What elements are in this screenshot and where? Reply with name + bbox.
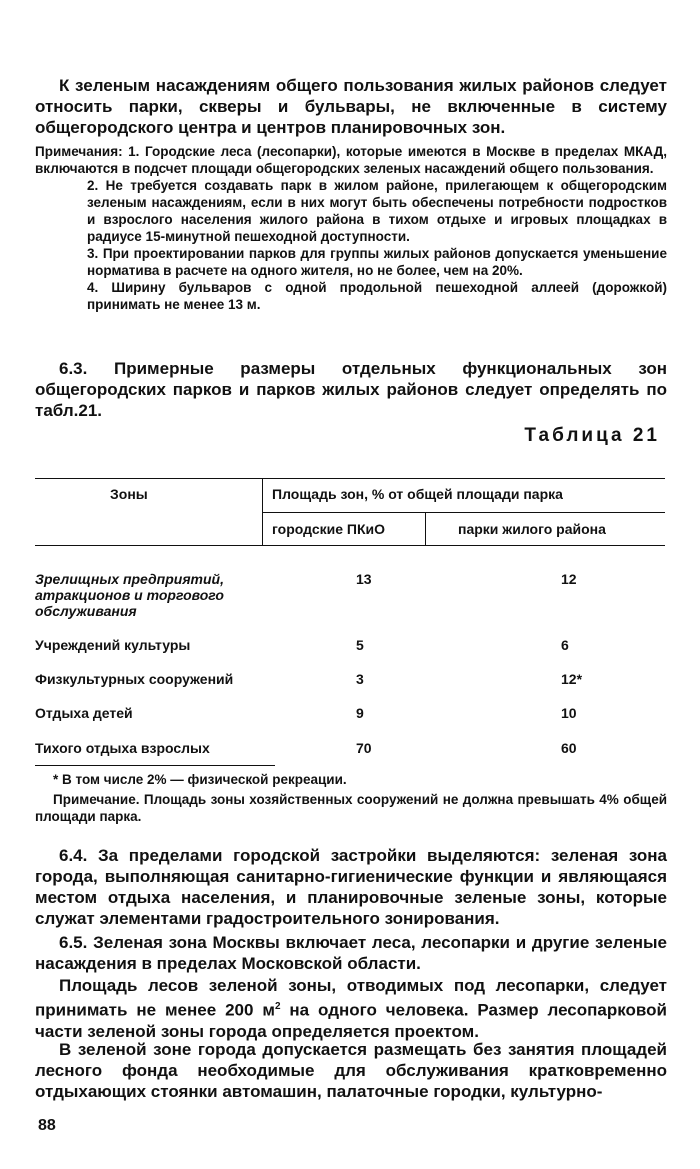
table-cell: 60: [561, 740, 577, 756]
table-cell: 70: [356, 740, 372, 756]
table-col-divider: [262, 478, 263, 545]
table-top-rule: [35, 478, 665, 479]
subcol-residential-header: парки жилого района: [458, 521, 606, 537]
intro-paragraph: К зеленым насаждениям общего пользования жилых районов следует относить парки, скверы и бульвары, не включенные в систему общегородского центра и центров планировочных зон.: [35, 76, 667, 137]
table-subcol-divider: [425, 512, 426, 545]
notes-label: Примечания:: [35, 144, 123, 159]
forest-area-paragraph: Площадь лесов зеленой зоны, отводимых под лесопарки, следует принимать не менее 200 $м^2$ на одного человека. Размер лесопарковой части зеленой зоны города определяется проектом.: [35, 976, 667, 1041]
table-row-label: Учреждений культуры: [35, 637, 191, 653]
table-cell: 10: [561, 705, 577, 721]
table-title: Таблица 21: [524, 425, 660, 446]
table-row-label: Отдыха детей: [35, 705, 133, 721]
table-cell: 12*: [561, 671, 583, 687]
table-note: Примечание. Площадь зоны хозяйственных сооружений не должна превышать 4% общей площади парка.: [35, 792, 667, 824]
table-cell: 13: [356, 571, 372, 587]
table-cell: 5: [356, 637, 364, 653]
last-paragraph: В зеленой зоне города допускается размещать без занятия площадей лесного фонда необходимые для обслуживания кратковременно отдыхающих стоянки автомашин, палаточные городки, культурно-: [35, 1040, 667, 1101]
col-area-header: Площадь зон, % от общей площади парка: [272, 486, 563, 502]
table-cell: 6: [561, 637, 569, 653]
note-3: 3. При проектировании парков для группы жилых районов допускается уменьшение норматива в расчете на одного жителя, но не более, чем на 20%.: [87, 246, 667, 278]
section-6-4: 6.4. За пределами городской застройки выделяются: зеленая зона города, выполняющая санитарно-гигиенические функции и являющаяся местом отдыха населения, и планировочные зеленые зоны, которые служат элементами градостроительного зонирования.: [35, 846, 667, 928]
table-row-label: Зрелищных предприятий, атракционов и торгового обслуживания: [35, 571, 224, 619]
table-mid-rule: [262, 512, 665, 513]
note-2: 2. Не требуется создавать парк в жилом районе, прилегающем к общегородским зеленым насаждениям, если в них могут быть обеспечены потребности подростков и взрослого населения жилого района в тихом отдыхе и игровых площадках в радиусе 15-минутной пешеходной доступности.: [87, 178, 667, 244]
notes-block: [35, 143, 667, 313]
table-row-label: Тихого отдыха взрослых: [35, 740, 210, 756]
table-footnote: * В том числе 2% — физической рекреации.: [53, 772, 347, 787]
table-bottom-rule: [35, 765, 275, 766]
col-zones-header: Зоны: [110, 486, 148, 502]
table-header-rule: [35, 545, 665, 546]
page-number: 88: [38, 1117, 56, 1134]
table-cell: 3: [356, 671, 364, 687]
note-1: Примечания: 1. Городские леса (лесопарки), которые имеются в Москве в пределах МКАД, включаются в подсчет площади общегородских зеленых насаждений общего пользования.: [35, 144, 667, 176]
section-6-5: 6.5. Зеленая зона Москвы включает леса, лесопарки и другие зеленые насаждения в пределах Московской области.: [35, 933, 667, 973]
table-row-label: Физкультурных сооружений: [35, 671, 234, 687]
section-6-3: 6.3. Примерные размеры отдельных функциональных зон общегородских парков и парков жилых районов следует определять по табл.21.: [35, 359, 668, 420]
table-cell: 9: [356, 705, 364, 721]
subcol-pkio-header: городские ПКиО: [272, 521, 385, 537]
table-cell: 12: [561, 571, 577, 587]
note-4: 4. Ширину бульваров с одной продольной пешеходной аллеей (дорожкой) принимать не менее 13 м.: [87, 280, 667, 312]
